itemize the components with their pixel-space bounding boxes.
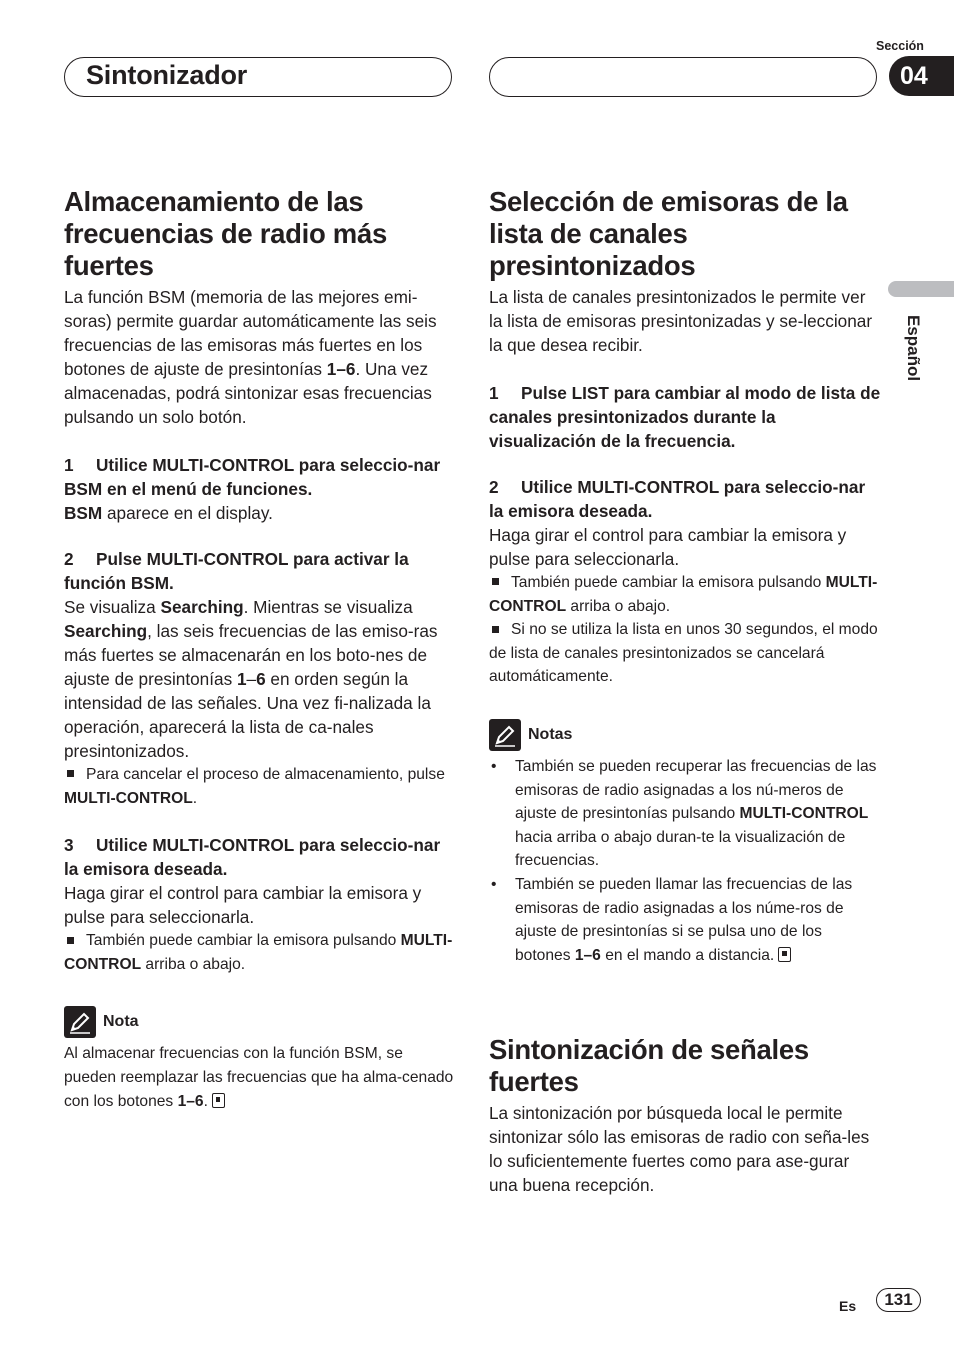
left-step-3-body: Haga girar el control para cambiar la emisora y pulse para seleccionarla. bbox=[64, 883, 422, 928]
left-note-text: Al almacenar frecuencias con la función BSM, se pueden reemplazar las frecuencias que ha alma-cenado con los botones 1–6. bbox=[64, 1045, 454, 1110]
right-step-2-bullet-1: También puede cambiar la emisora pulsando MULTI-CONTROL arriba o abajo. bbox=[489, 574, 878, 615]
language-tab-label: Español bbox=[904, 314, 923, 382]
right-step-2-bullet-2: Si no se utiliza la lista en unos 30 segundos, el modo de lista de canales presintonizados se cancelará automáticamente. bbox=[489, 621, 878, 686]
header-right-frame bbox=[489, 57, 877, 97]
right-heading: Selección de emisoras de la lista de canales presintonizados bbox=[489, 186, 848, 281]
left-intro: La función BSM (memoria de las mejores emi-soras) permite guardar automáticamente las seis frecuencias de las emisoras más fuertes en los botones de ajuste de presintonías 1–6. Una vez almacenadas, podrá sintonizar esas frecuencias pulsando un solo botón. bbox=[64, 287, 437, 427]
page-number: 131 bbox=[876, 1288, 921, 1312]
right-step-2-title: 2 Utilice MULTI-CONTROL para seleccio-nar la emisora deseada. bbox=[489, 477, 866, 521]
pencil-icon bbox=[64, 1006, 96, 1038]
footer-language: Es bbox=[839, 1298, 857, 1314]
left-step-3-title: 3 Utilice MULTI-CONTROL para seleccio-nar la emisora deseada. bbox=[64, 835, 441, 880]
left-step-2-body: Se visualiza Searching. Mientras se visualiza Searching, las seis frecuencias de las emiso-ras más fuertes se almacenarán en los boto-nes de ajuste de presintonías 1–6 en orden según la intensidad de las señales. Una vez fi-nalizada la operación, aparecerá la lista de ca-nales presintonizados. bbox=[64, 597, 438, 761]
square-bullet-icon bbox=[67, 770, 74, 777]
end-mark-icon bbox=[212, 1093, 225, 1108]
section-label: Sección bbox=[876, 39, 924, 53]
left-column bbox=[64, 186, 456, 1113]
left-step-1-body: BSM aparece en el display. bbox=[64, 503, 273, 523]
right-column bbox=[489, 186, 881, 1197]
right-step-1-title: 1 Pulse LIST para cambiar al modo de lista de canales presintonizados durante la visualización de la frecuencia. bbox=[489, 383, 881, 451]
square-bullet-icon bbox=[67, 937, 74, 944]
right-heading-2: Sintonización de señales fuertes bbox=[489, 1034, 809, 1098]
square-bullet-icon bbox=[492, 626, 499, 633]
left-heading: Almacenamiento de las frecuencias de radio más fuertes bbox=[64, 186, 387, 281]
language-tab bbox=[888, 281, 954, 297]
page-header-title: Sintonizador bbox=[86, 60, 248, 90]
right-notes-list bbox=[489, 755, 881, 967]
right-intro-2: La sintonización por búsqueda local le permite sintonizar sólo las emisoras de radio con seña-les lo suficientemente fuertes como para ase-gurar una buena recepción. bbox=[489, 1103, 870, 1196]
pencil-icon bbox=[489, 719, 521, 751]
list-item: • También se pueden recuperar las frecuencias de las emisoras de radio asignadas a los nú-meros de ajuste de presintonías pulsando MULTI-CONTROL hacia arriba o abajo duran-te la visualización de frecuencias. bbox=[515, 755, 881, 873]
square-bullet-icon bbox=[492, 578, 499, 585]
left-step-2-title: 2 Pulse MULTI-CONTROL para activar la función BSM. bbox=[64, 549, 409, 593]
left-step-1-title: 1 Utilice MULTI-CONTROL para seleccio-nar BSM en el menú de funciones. bbox=[64, 455, 441, 499]
left-step-2-bullet: Para cancelar el proceso de almacenamiento, pulse MULTI-CONTROL. bbox=[64, 766, 445, 807]
left-step-3-bullet: También puede cambiar la emisora pulsando MULTI-CONTROL arriba o abajo. bbox=[64, 932, 453, 973]
left-note-header: Nota bbox=[64, 1006, 456, 1038]
end-mark-icon bbox=[778, 947, 791, 962]
list-item: • También se pueden llamar las frecuencias de las emisoras de radio asignadas a los núme-ros de ajuste de presintonías si se pulsa uno de los botones 1–6 en el mando a distancia. bbox=[515, 873, 881, 967]
right-step-2-body: Haga girar el control para cambiar la emisora y pulse para seleccionarla. bbox=[489, 525, 847, 569]
right-notes-header: Notas bbox=[489, 719, 881, 751]
right-intro: La lista de canales presintonizados le permite ver la lista de emisoras presintonizadas y se-leccionar la que desea recibir. bbox=[489, 287, 873, 355]
section-number-badge: 04 bbox=[889, 56, 954, 96]
